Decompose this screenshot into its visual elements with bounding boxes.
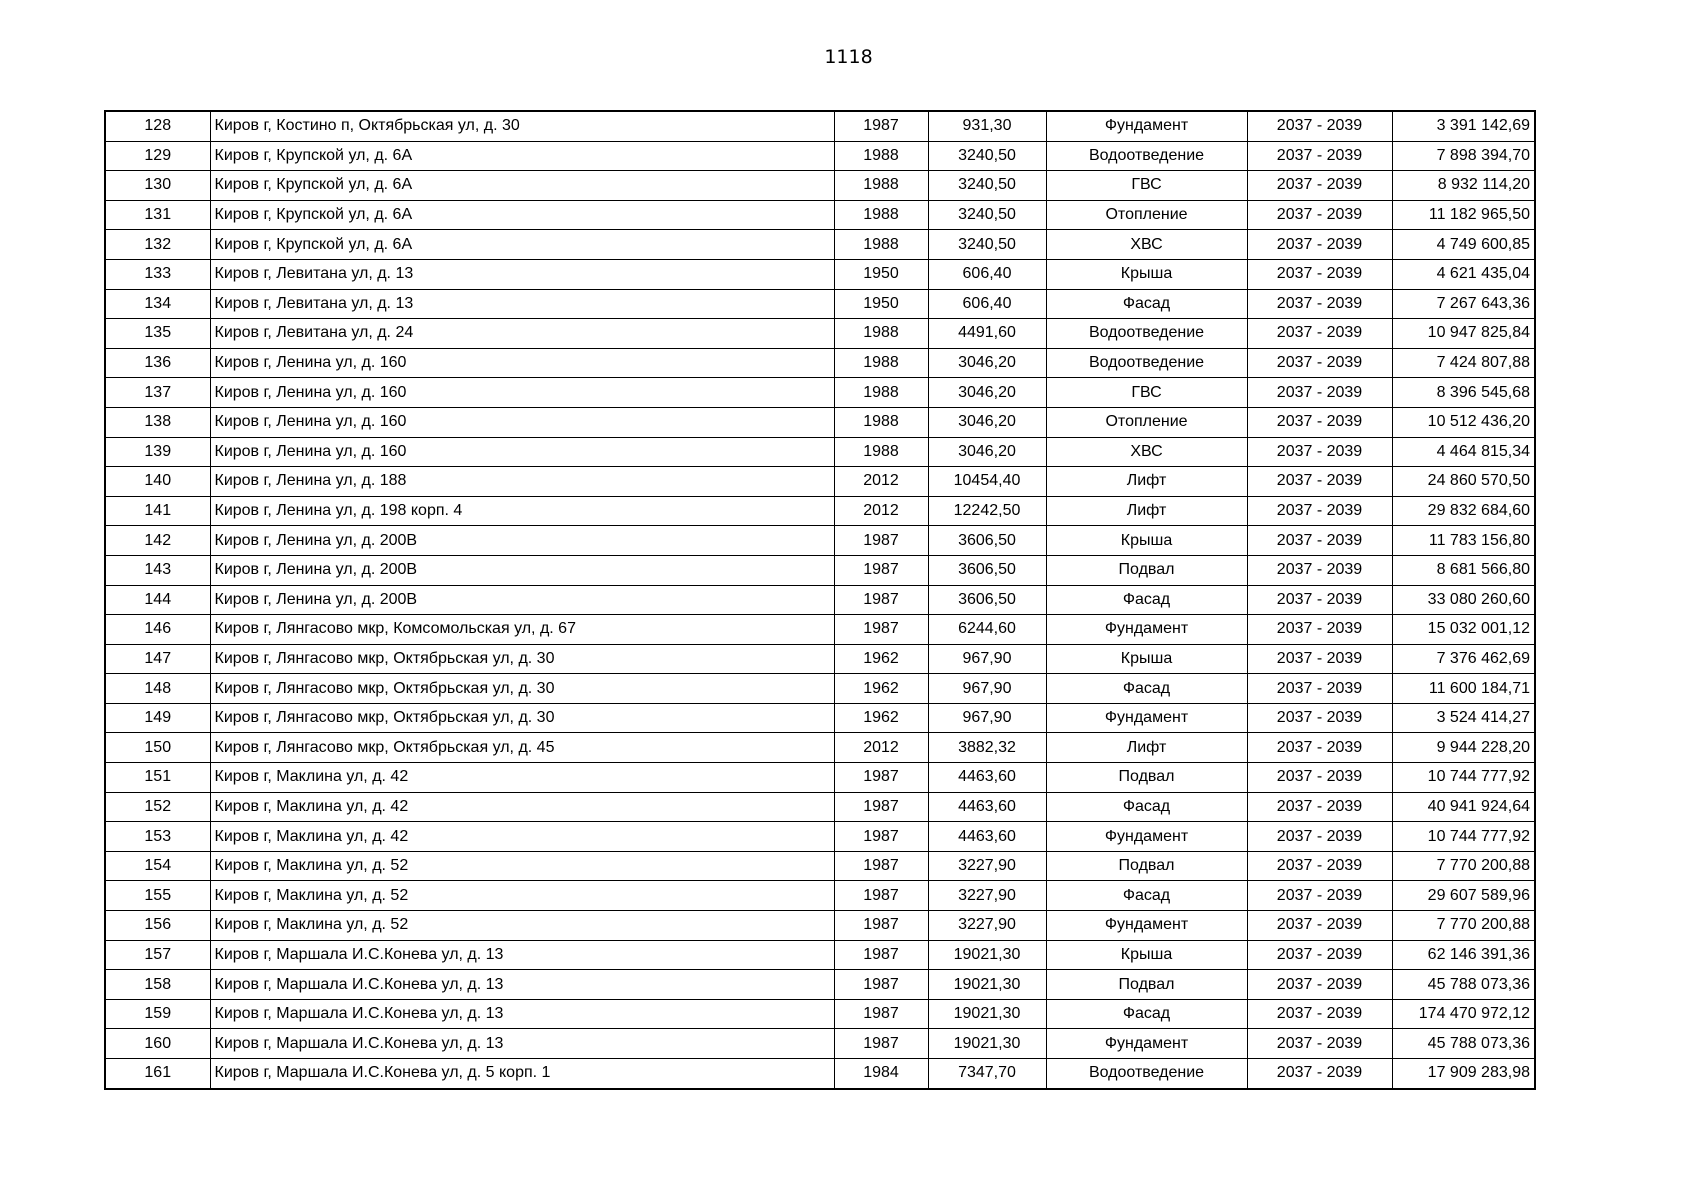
address-cell: Киров г, Левитана ул, д. 24: [210, 319, 834, 349]
address-cell: Киров г, Лянгасово мкр, Комсомольская ул, д. 67: [210, 615, 834, 645]
area-cell: 967,90: [928, 703, 1046, 733]
cost-cell: 3 391 142,69: [1392, 111, 1535, 141]
row-number-cell: 142: [105, 526, 210, 556]
table-row: [105, 585, 1535, 615]
page-number: 1118: [824, 46, 873, 68]
row-number-cell: 149: [105, 703, 210, 733]
area-cell: 19021,30: [928, 970, 1046, 1000]
work-type-cell: Водоотведение: [1046, 348, 1247, 378]
row-number-cell: 139: [105, 437, 210, 467]
period-cell: 2037 - 2039: [1247, 1029, 1392, 1059]
address-cell: Киров г, Маклина ул, д. 42: [210, 792, 834, 822]
period-cell: 2037 - 2039: [1247, 851, 1392, 881]
area-cell: 606,40: [928, 289, 1046, 319]
area-cell: 10454,40: [928, 467, 1046, 497]
year-cell: 1987: [834, 911, 928, 941]
area-cell: 3227,90: [928, 911, 1046, 941]
period-cell: 2037 - 2039: [1247, 644, 1392, 674]
table-row: [105, 319, 1535, 349]
year-cell: 1987: [834, 999, 928, 1029]
row-number-cell: 155: [105, 881, 210, 911]
year-cell: 1962: [834, 703, 928, 733]
area-cell: 19021,30: [928, 999, 1046, 1029]
address-cell: Киров г, Маклина ул, д. 52: [210, 881, 834, 911]
cost-cell: 8 932 114,20: [1392, 171, 1535, 201]
year-cell: 1987: [834, 111, 928, 141]
cost-cell: 7 424 807,88: [1392, 348, 1535, 378]
work-type-cell: ГВС: [1046, 378, 1247, 408]
row-number-cell: 131: [105, 200, 210, 230]
area-cell: 3240,50: [928, 230, 1046, 260]
period-cell: 2037 - 2039: [1247, 792, 1392, 822]
table-row: [105, 200, 1535, 230]
row-number-cell: 160: [105, 1029, 210, 1059]
row-number-cell: 147: [105, 644, 210, 674]
area-cell: 3240,50: [928, 141, 1046, 171]
cost-cell: 8 681 566,80: [1392, 555, 1535, 585]
address-cell: Киров г, Ленина ул, д. 160: [210, 378, 834, 408]
year-cell: 2012: [834, 733, 928, 763]
work-type-cell: Фасад: [1046, 881, 1247, 911]
work-type-cell: Фундамент: [1046, 1029, 1247, 1059]
area-cell: 4491,60: [928, 319, 1046, 349]
cost-cell: 174 470 972,12: [1392, 999, 1535, 1029]
row-number-cell: 130: [105, 171, 210, 201]
period-cell: 2037 - 2039: [1247, 615, 1392, 645]
table-row: [105, 526, 1535, 556]
year-cell: 1988: [834, 230, 928, 260]
row-number-cell: 129: [105, 141, 210, 171]
work-type-cell: ХВС: [1046, 437, 1247, 467]
period-cell: 2037 - 2039: [1247, 822, 1392, 852]
work-type-cell: Фундамент: [1046, 703, 1247, 733]
address-cell: Киров г, Маклина ул, д. 52: [210, 911, 834, 941]
period-cell: 2037 - 2039: [1247, 171, 1392, 201]
cost-cell: 40 941 924,64: [1392, 792, 1535, 822]
year-cell: 1987: [834, 555, 928, 585]
registry-table: [104, 110, 1536, 1090]
table-row: [105, 467, 1535, 497]
work-type-cell: Отопление: [1046, 407, 1247, 437]
cost-cell: 4 621 435,04: [1392, 259, 1535, 289]
table-row: [105, 644, 1535, 674]
work-type-cell: Крыша: [1046, 259, 1247, 289]
work-type-cell: Подвал: [1046, 970, 1247, 1000]
cost-cell: 45 788 073,36: [1392, 1029, 1535, 1059]
year-cell: 1987: [834, 881, 928, 911]
area-cell: 19021,30: [928, 1029, 1046, 1059]
table-row: [105, 733, 1535, 763]
period-cell: 2037 - 2039: [1247, 407, 1392, 437]
area-cell: 4463,60: [928, 763, 1046, 793]
row-number-cell: 158: [105, 970, 210, 1000]
table-row: [105, 911, 1535, 941]
period-cell: 2037 - 2039: [1247, 319, 1392, 349]
year-cell: 1987: [834, 585, 928, 615]
period-cell: 2037 - 2039: [1247, 703, 1392, 733]
address-cell: Киров г, Левитана ул, д. 13: [210, 259, 834, 289]
year-cell: 1950: [834, 259, 928, 289]
table-row: [105, 555, 1535, 585]
area-cell: 4463,60: [928, 822, 1046, 852]
area-cell: 967,90: [928, 674, 1046, 704]
row-number-cell: 132: [105, 230, 210, 260]
table-row: [105, 763, 1535, 793]
cost-cell: 45 788 073,36: [1392, 970, 1535, 1000]
table-row: [105, 822, 1535, 852]
cost-cell: 11 182 965,50: [1392, 200, 1535, 230]
table-row: [105, 703, 1535, 733]
table-row: [105, 881, 1535, 911]
work-type-cell: Крыша: [1046, 526, 1247, 556]
work-type-cell: Водоотведение: [1046, 1059, 1247, 1089]
cost-cell: 10 512 436,20: [1392, 407, 1535, 437]
address-cell: Киров г, Маклина ул, д. 52: [210, 851, 834, 881]
cost-cell: 29 607 589,96: [1392, 881, 1535, 911]
work-type-cell: Фасад: [1046, 585, 1247, 615]
period-cell: 2037 - 2039: [1247, 526, 1392, 556]
area-cell: 7347,70: [928, 1059, 1046, 1089]
row-number-cell: 137: [105, 378, 210, 408]
area-cell: 3240,50: [928, 171, 1046, 201]
table-row: [105, 407, 1535, 437]
year-cell: 1987: [834, 822, 928, 852]
year-cell: 1984: [834, 1059, 928, 1089]
period-cell: 2037 - 2039: [1247, 674, 1392, 704]
address-cell: Киров г, Ленина ул, д. 198 корп. 4: [210, 496, 834, 526]
period-cell: 2037 - 2039: [1247, 141, 1392, 171]
work-type-cell: Фасад: [1046, 999, 1247, 1029]
period-cell: 2037 - 2039: [1247, 585, 1392, 615]
cost-cell: 9 944 228,20: [1392, 733, 1535, 763]
work-type-cell: ГВС: [1046, 171, 1247, 201]
table-row: [105, 496, 1535, 526]
work-type-cell: Лифт: [1046, 496, 1247, 526]
area-cell: 606,40: [928, 259, 1046, 289]
cost-cell: 33 080 260,60: [1392, 585, 1535, 615]
area-cell: 4463,60: [928, 792, 1046, 822]
area-cell: 3046,20: [928, 348, 1046, 378]
work-type-cell: Фасад: [1046, 792, 1247, 822]
area-cell: 3046,20: [928, 378, 1046, 408]
period-cell: 2037 - 2039: [1247, 437, 1392, 467]
area-cell: 3882,32: [928, 733, 1046, 763]
address-cell: Киров г, Лянгасово мкр, Октябрьская ул, д. 30: [210, 644, 834, 674]
year-cell: 1988: [834, 348, 928, 378]
year-cell: 1987: [834, 940, 928, 970]
period-cell: 2037 - 2039: [1247, 289, 1392, 319]
work-type-cell: ХВС: [1046, 230, 1247, 260]
table-row: [105, 674, 1535, 704]
period-cell: 2037 - 2039: [1247, 940, 1392, 970]
row-number-cell: 134: [105, 289, 210, 319]
row-number-cell: 154: [105, 851, 210, 881]
period-cell: 2037 - 2039: [1247, 259, 1392, 289]
row-number-cell: 136: [105, 348, 210, 378]
address-cell: Киров г, Ленина ул, д. 160: [210, 437, 834, 467]
period-cell: 2037 - 2039: [1247, 348, 1392, 378]
area-cell: 3046,20: [928, 407, 1046, 437]
table-row: [105, 289, 1535, 319]
area-cell: 3227,90: [928, 881, 1046, 911]
address-cell: Киров г, Ленина ул, д. 188: [210, 467, 834, 497]
address-cell: Киров г, Крупской ул, д. 6А: [210, 230, 834, 260]
table-row: [105, 970, 1535, 1000]
cost-cell: 17 909 283,98: [1392, 1059, 1535, 1089]
period-cell: 2037 - 2039: [1247, 733, 1392, 763]
period-cell: 2037 - 2039: [1247, 378, 1392, 408]
area-cell: 12242,50: [928, 496, 1046, 526]
row-number-cell: 140: [105, 467, 210, 497]
address-cell: Киров г, Лянгасово мкр, Октябрьская ул, д. 30: [210, 674, 834, 704]
work-type-cell: Подвал: [1046, 763, 1247, 793]
cost-cell: 24 860 570,50: [1392, 467, 1535, 497]
area-cell: 19021,30: [928, 940, 1046, 970]
row-number-cell: 148: [105, 674, 210, 704]
year-cell: 1987: [834, 792, 928, 822]
work-type-cell: Крыша: [1046, 940, 1247, 970]
table-row: [105, 437, 1535, 467]
table-row: [105, 171, 1535, 201]
area-cell: 3606,50: [928, 555, 1046, 585]
area-cell: 6244,60: [928, 615, 1046, 645]
work-type-cell: Фасад: [1046, 674, 1247, 704]
year-cell: 1988: [834, 378, 928, 408]
address-cell: Киров г, Ленина ул, д. 200В: [210, 555, 834, 585]
area-cell: 967,90: [928, 644, 1046, 674]
year-cell: 1988: [834, 171, 928, 201]
address-cell: Киров г, Крупской ул, д. 6А: [210, 141, 834, 171]
table-row: [105, 1059, 1535, 1089]
cost-cell: 8 396 545,68: [1392, 378, 1535, 408]
row-number-cell: 138: [105, 407, 210, 437]
period-cell: 2037 - 2039: [1247, 763, 1392, 793]
table-row: [105, 851, 1535, 881]
cost-cell: 7 376 462,69: [1392, 644, 1535, 674]
area-cell: 3227,90: [928, 851, 1046, 881]
area-cell: 3606,50: [928, 526, 1046, 556]
address-cell: Киров г, Лянгасово мкр, Октябрьская ул, д. 45: [210, 733, 834, 763]
year-cell: 1962: [834, 674, 928, 704]
work-type-cell: Подвал: [1046, 555, 1247, 585]
year-cell: 1988: [834, 319, 928, 349]
area-cell: 931,30: [928, 111, 1046, 141]
year-cell: 1987: [834, 1029, 928, 1059]
area-cell: 3240,50: [928, 200, 1046, 230]
address-cell: Киров г, Маклина ул, д. 42: [210, 822, 834, 852]
year-cell: 1987: [834, 851, 928, 881]
period-cell: 2037 - 2039: [1247, 999, 1392, 1029]
work-type-cell: Фундамент: [1046, 111, 1247, 141]
cost-cell: 11 783 156,80: [1392, 526, 1535, 556]
cost-cell: 7 267 643,36: [1392, 289, 1535, 319]
cost-cell: 3 524 414,27: [1392, 703, 1535, 733]
cost-cell: 7 770 200,88: [1392, 851, 1535, 881]
year-cell: 1950: [834, 289, 928, 319]
year-cell: 1987: [834, 763, 928, 793]
year-cell: 1988: [834, 141, 928, 171]
row-number-cell: 141: [105, 496, 210, 526]
row-number-cell: 146: [105, 615, 210, 645]
cost-cell: 62 146 391,36: [1392, 940, 1535, 970]
period-cell: 2037 - 2039: [1247, 496, 1392, 526]
table-row: [105, 615, 1535, 645]
table-row: [105, 792, 1535, 822]
address-cell: Киров г, Лянгасово мкр, Октябрьская ул, д. 30: [210, 703, 834, 733]
row-number-cell: 150: [105, 733, 210, 763]
row-number-cell: 151: [105, 763, 210, 793]
row-number-cell: 159: [105, 999, 210, 1029]
work-type-cell: Лифт: [1046, 733, 1247, 763]
address-cell: Киров г, Крупской ул, д. 6А: [210, 171, 834, 201]
address-cell: Киров г, Ленина ул, д. 200В: [210, 526, 834, 556]
address-cell: Киров г, Крупской ул, д. 6А: [210, 200, 834, 230]
period-cell: 2037 - 2039: [1247, 467, 1392, 497]
year-cell: 1987: [834, 970, 928, 1000]
year-cell: 2012: [834, 467, 928, 497]
cost-cell: 29 832 684,60: [1392, 496, 1535, 526]
work-type-cell: Отопление: [1046, 200, 1247, 230]
work-type-cell: Фасад: [1046, 289, 1247, 319]
address-cell: Киров г, Маршала И.С.Конева ул, д. 13: [210, 970, 834, 1000]
table-row: [105, 259, 1535, 289]
cost-cell: 10 744 777,92: [1392, 763, 1535, 793]
row-number-cell: 161: [105, 1059, 210, 1089]
address-cell: Киров г, Маршала И.С.Конева ул, д. 13: [210, 940, 834, 970]
table-row: [105, 141, 1535, 171]
year-cell: 1987: [834, 526, 928, 556]
period-cell: 2037 - 2039: [1247, 200, 1392, 230]
work-type-cell: Крыша: [1046, 644, 1247, 674]
work-type-cell: Фундамент: [1046, 822, 1247, 852]
period-cell: 2037 - 2039: [1247, 1059, 1392, 1089]
table-row: [105, 940, 1535, 970]
row-number-cell: 143: [105, 555, 210, 585]
address-cell: Киров г, Ленина ул, д. 200В: [210, 585, 834, 615]
address-cell: Киров г, Маршала И.С.Конева ул, д. 13: [210, 999, 834, 1029]
year-cell: 1988: [834, 437, 928, 467]
table-row: [105, 111, 1535, 141]
address-cell: Киров г, Маклина ул, д. 42: [210, 763, 834, 793]
year-cell: 1987: [834, 615, 928, 645]
cost-cell: 7 770 200,88: [1392, 911, 1535, 941]
table-row: [105, 1029, 1535, 1059]
address-cell: Киров г, Костино п, Октябрьская ул, д. 30: [210, 111, 834, 141]
table-row: [105, 378, 1535, 408]
period-cell: 2037 - 2039: [1247, 111, 1392, 141]
row-number-cell: 157: [105, 940, 210, 970]
address-cell: Киров г, Ленина ул, д. 160: [210, 348, 834, 378]
period-cell: 2037 - 2039: [1247, 230, 1392, 260]
row-number-cell: 144: [105, 585, 210, 615]
table-body: [105, 111, 1535, 1089]
cost-cell: 11 600 184,71: [1392, 674, 1535, 704]
row-number-cell: 133: [105, 259, 210, 289]
work-type-cell: Фундамент: [1046, 911, 1247, 941]
table-row: [105, 230, 1535, 260]
work-type-cell: Подвал: [1046, 851, 1247, 881]
area-cell: 3606,50: [928, 585, 1046, 615]
row-number-cell: 156: [105, 911, 210, 941]
work-type-cell: Фундамент: [1046, 615, 1247, 645]
period-cell: 2037 - 2039: [1247, 555, 1392, 585]
address-cell: Киров г, Маршала И.С.Конева ул, д. 13: [210, 1029, 834, 1059]
work-type-cell: Лифт: [1046, 467, 1247, 497]
year-cell: 1988: [834, 407, 928, 437]
row-number-cell: 153: [105, 822, 210, 852]
row-number-cell: 128: [105, 111, 210, 141]
area-cell: 3046,20: [928, 437, 1046, 467]
period-cell: 2037 - 2039: [1247, 911, 1392, 941]
address-cell: Киров г, Маршала И.С.Конева ул, д. 5 корп. 1: [210, 1059, 834, 1089]
cost-cell: 10 744 777,92: [1392, 822, 1535, 852]
work-type-cell: Водоотведение: [1046, 319, 1247, 349]
cost-cell: 10 947 825,84: [1392, 319, 1535, 349]
table-row: [105, 999, 1535, 1029]
row-number-cell: 135: [105, 319, 210, 349]
period-cell: 2037 - 2039: [1247, 970, 1392, 1000]
cost-cell: 4 464 815,34: [1392, 437, 1535, 467]
year-cell: 1962: [834, 644, 928, 674]
row-number-cell: 152: [105, 792, 210, 822]
year-cell: 2012: [834, 496, 928, 526]
year-cell: 1988: [834, 200, 928, 230]
table-row: [105, 348, 1535, 378]
period-cell: 2037 - 2039: [1247, 881, 1392, 911]
cost-cell: 15 032 001,12: [1392, 615, 1535, 645]
cost-cell: 7 898 394,70: [1392, 141, 1535, 171]
address-cell: Киров г, Левитана ул, д. 13: [210, 289, 834, 319]
work-type-cell: Водоотведение: [1046, 141, 1247, 171]
address-cell: Киров г, Ленина ул, д. 160: [210, 407, 834, 437]
cost-cell: 4 749 600,85: [1392, 230, 1535, 260]
